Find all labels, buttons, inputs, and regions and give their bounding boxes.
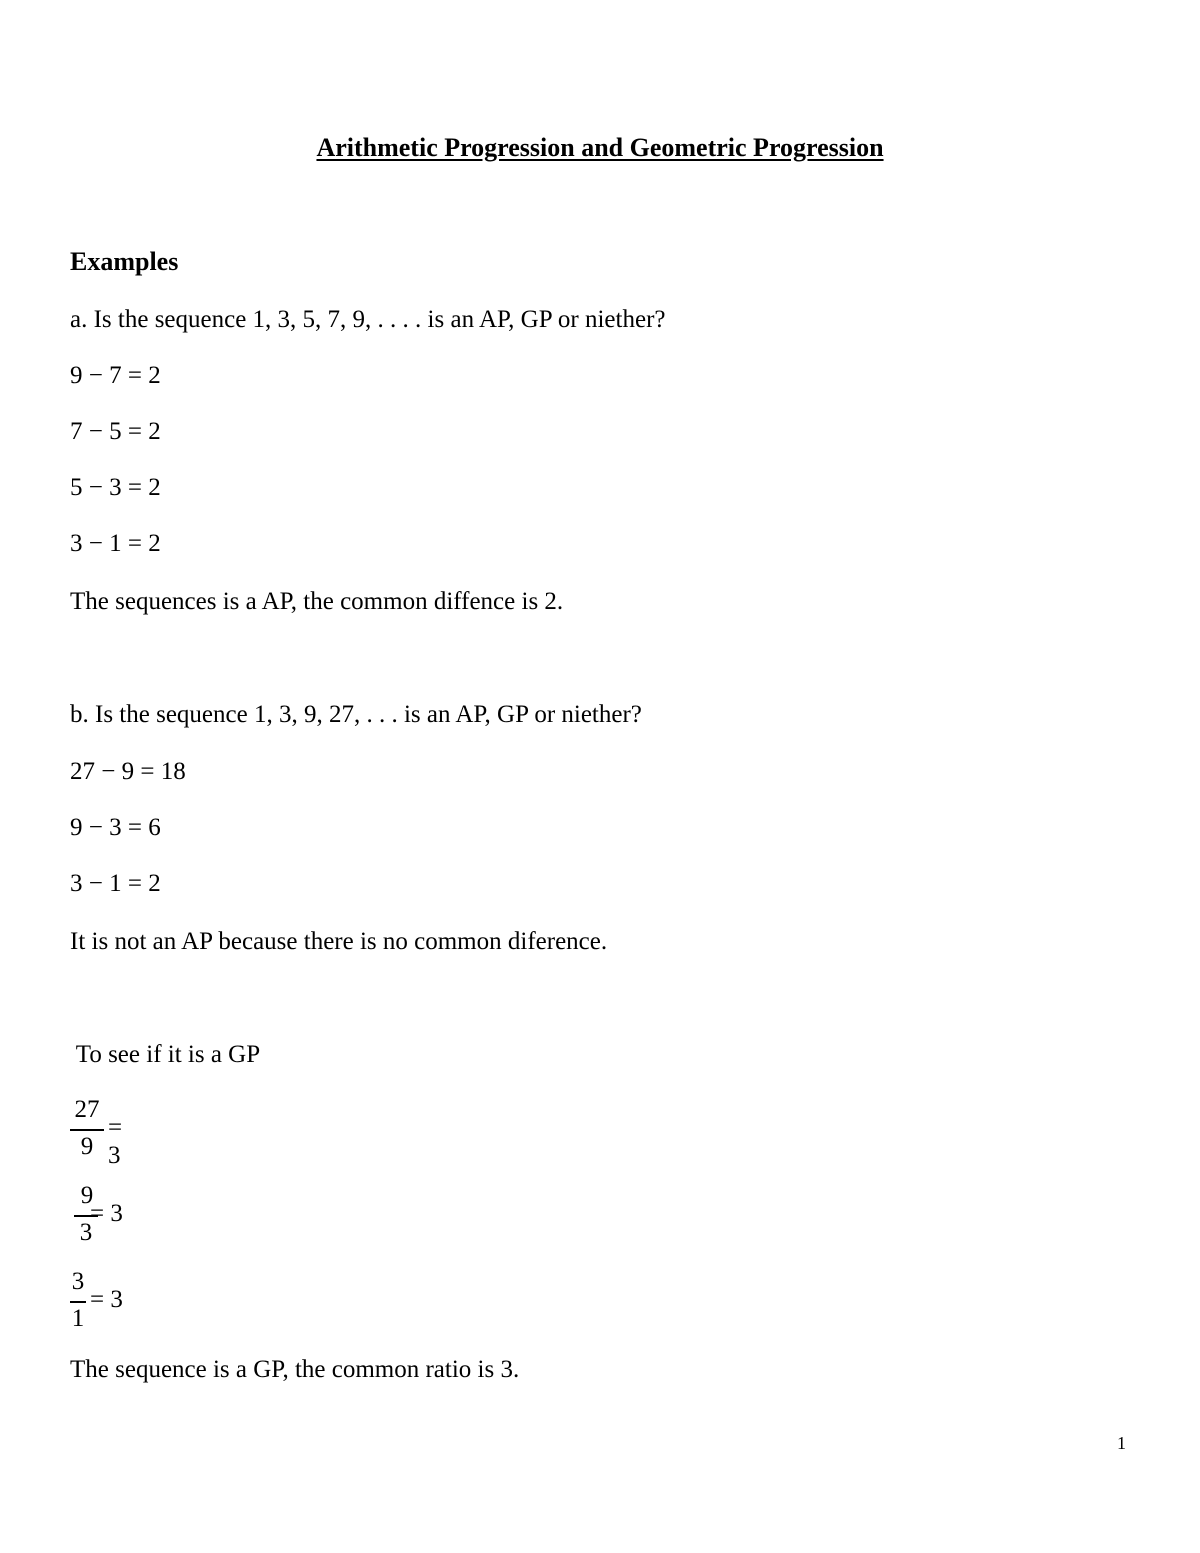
ratio-1	[70, 1096, 140, 1169]
example-a-step-1: 9 − 7 = 2	[70, 362, 161, 389]
ratio-2-result: = 3	[90, 1200, 123, 1227]
example-b-question: b. Is the sequence 1, 3, 9, 27, . . . is an AP, GP or niether?	[70, 701, 642, 728]
fraction-bar	[70, 1301, 86, 1303]
ratio-3	[70, 1268, 140, 1338]
example-a-step-4: 3 − 1 = 2	[70, 530, 161, 557]
ratio-3-denominator: 1	[71, 1305, 85, 1332]
ratio-2	[70, 1182, 140, 1252]
example-a-step-2: 7 − 5 = 2	[70, 418, 161, 445]
gp-intro: To see if it is a GP	[70, 1041, 261, 1068]
gp-conclusion: The sequence is a GP, the common ratio is 3.	[70, 1356, 520, 1383]
examples-heading: Examples	[70, 247, 179, 276]
ratio-2-denominator: 3	[79, 1219, 93, 1246]
example-a-conclusion: The sequences is a AP, the common diffence is 2.	[70, 588, 564, 615]
document-title: Arithmetic Progression and Geometric Progression	[316, 133, 884, 162]
example-a-question: a. Is the sequence 1, 3, 5, 7, 9, . . . . is an AP, GP or niether?	[70, 306, 666, 333]
page-number: 1	[1117, 1433, 1126, 1453]
fraction-bar	[70, 1129, 104, 1131]
ratio-1-result: = 3	[108, 1114, 123, 1169]
example-b-conclusion: It is not an AP because there is no common diference.	[70, 928, 608, 955]
ratio-2-numerator: 9	[80, 1182, 94, 1209]
ratio-1-denominator: 9	[80, 1133, 94, 1160]
ratio-3-result: = 3	[90, 1286, 123, 1313]
example-b-step-1: 27 − 9 = 18	[70, 758, 186, 785]
ratio-1-numerator: 27	[74, 1096, 100, 1123]
example-b-step-3: 3 − 1 = 2	[70, 870, 161, 897]
example-b-step-2: 9 − 3 = 6	[70, 814, 161, 841]
example-a-step-3: 5 − 3 = 2	[70, 474, 161, 501]
ratio-3-numerator: 3	[71, 1268, 85, 1295]
